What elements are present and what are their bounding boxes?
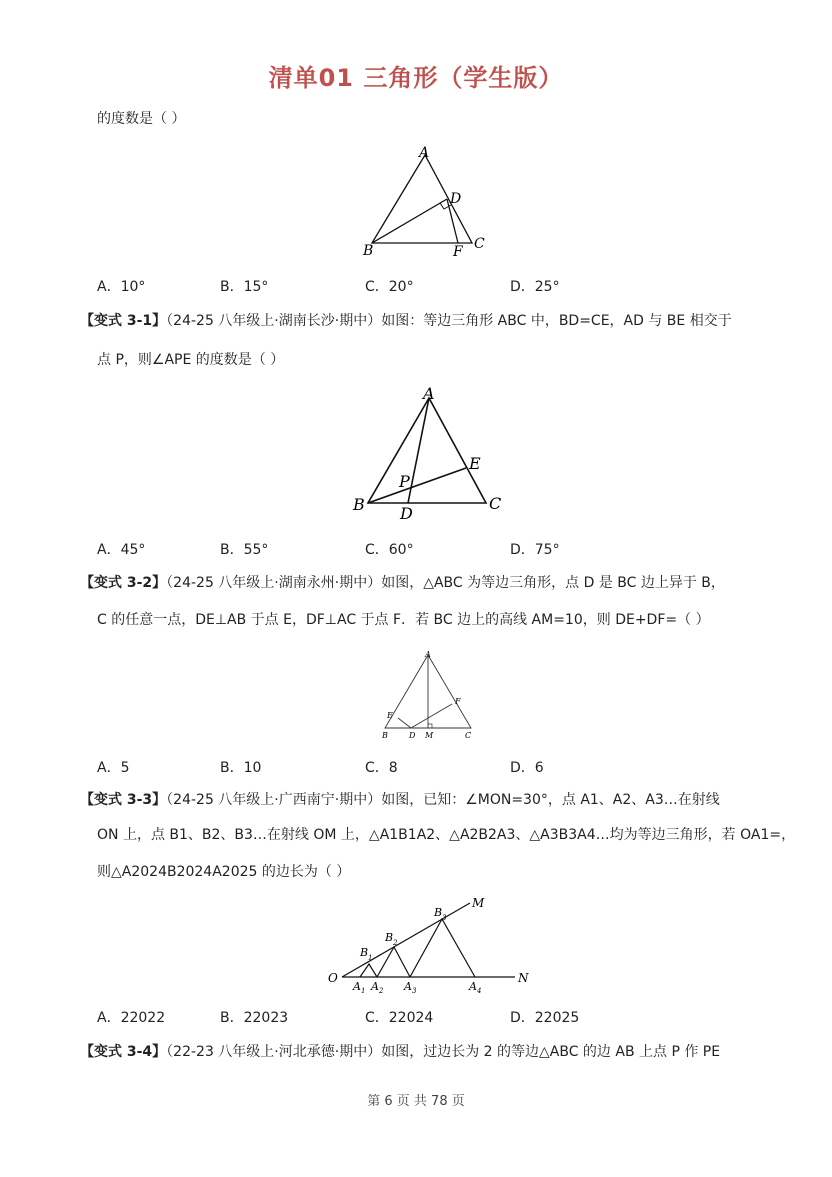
option-a[interactable]: A．10°	[97, 279, 146, 295]
label-f: F	[453, 244, 463, 260]
option-c[interactable]: C．22024	[365, 1010, 434, 1026]
label-o: O	[328, 971, 338, 985]
answer-options	[97, 757, 777, 777]
page-footer: 第 6 页 共 78 页	[367, 1094, 465, 1109]
figure-rays-equilateral-chain	[320, 893, 540, 998]
question-tag: 【变式 3-2】	[80, 575, 167, 591]
page-title: 清单01 三角形（学生版）	[268, 64, 564, 92]
question-tag: 【变式 3-4】	[80, 1044, 167, 1060]
question-3-2-line1: 【变式 3-2】（24-25 八年级上·湖南永州·期中）如图，△ABC 为等边三角形，点 D 是 BC 边上异于 B，	[80, 575, 725, 591]
question-3-3-line3: 则△A2024B2024A2025 的边长为（ ）	[97, 864, 351, 880]
label-b: B	[353, 495, 365, 514]
option-a[interactable]: A．5	[97, 760, 130, 776]
figure-equilateral-bd-ce	[345, 380, 515, 525]
option-b[interactable]: B．10	[220, 760, 262, 776]
label-a: A	[419, 145, 430, 161]
option-a[interactable]: A．45°	[97, 542, 146, 558]
label-a1: A	[353, 980, 361, 993]
option-b[interactable]: B．15°	[220, 279, 269, 295]
label-d: D	[409, 731, 416, 740]
label-b: B	[382, 731, 388, 740]
question-3-3-line1: 【变式 3-3】（24-25 八年级上·广西南宁·期中）如图，已知：∠MON=30°，点 A1、A2、A3…在射线	[80, 792, 720, 808]
svg-text:3: 3	[412, 987, 417, 995]
question-3-1-line1: 【变式 3-1】（24-25 八年级上·湖南长沙·期中）如图：等边三角形 ABC 中，BD=CE，AD 与 BE 相交于	[80, 313, 732, 329]
question-3-3-line2: ON 上，点 B1、B2、B3…在射线 OM 上，△A1B1A2、△A2B2A3、△A3B3A4…均为等边三角形，若 OA1=，	[97, 827, 796, 843]
label-b2: B	[385, 931, 394, 944]
label-p: P	[399, 472, 410, 491]
label-n: N	[518, 971, 529, 985]
option-d[interactable]: D．75°	[510, 542, 560, 558]
figure-equilateral-altitude-am	[375, 645, 485, 745]
question-text: 的度数是（ ）	[97, 111, 186, 127]
question-tag: 【变式 3-1】	[80, 313, 167, 329]
label-a3: A	[404, 980, 412, 993]
option-d[interactable]: D．25°	[510, 279, 560, 295]
option-b[interactable]: B．55°	[220, 542, 269, 558]
option-c[interactable]: C．60°	[365, 542, 414, 558]
label-a4: A	[469, 980, 477, 993]
answer-options	[97, 276, 777, 296]
option-a[interactable]: A．22022	[97, 1010, 166, 1026]
option-d[interactable]: D．22025	[510, 1010, 580, 1026]
label-c: C	[474, 236, 485, 252]
question-tag: 【变式 3-3】	[80, 792, 167, 808]
svg-text:2: 2	[393, 939, 398, 947]
svg-text:2: 2	[379, 987, 384, 995]
label-m: M	[472, 896, 485, 910]
label-a: A	[423, 384, 435, 403]
option-d[interactable]: D．6	[510, 760, 544, 776]
label-a2: A	[371, 980, 379, 993]
question-3-1-line2: 点 P，则∠APE 的度数是（ ）	[97, 352, 285, 368]
label-b3: B	[434, 906, 443, 919]
question-3-2-line2: C 的任意一点，DE⊥AB 于点 E，DF⊥AC 于点 F．若 BC 边上的高线 AM=10，则 DE+DF=（ ）	[97, 612, 710, 628]
option-c[interactable]: C．20°	[365, 279, 414, 295]
question-3-4-line1: 【变式 3-4】（22-23 八年级上·河北承德·期中）如图，过边长为 2 的等边△ABC 的边 AB 上点 P 作 PE	[80, 1044, 721, 1060]
svg-text:1: 1	[368, 954, 373, 962]
answer-options	[97, 539, 777, 559]
label-a: A	[425, 650, 431, 659]
answer-options	[97, 1007, 777, 1027]
label-b: B	[363, 243, 374, 259]
option-b[interactable]: B．22023	[220, 1010, 289, 1026]
label-c: C	[489, 494, 502, 513]
label-c: C	[465, 731, 472, 740]
label-e: E	[469, 454, 481, 473]
label-m: M	[425, 731, 434, 740]
label-f: F	[455, 697, 461, 706]
label-e: E	[387, 711, 393, 720]
figure-triangle-abc-altitude	[360, 140, 500, 265]
svg-text:3: 3	[442, 914, 447, 922]
label-b1: B	[360, 946, 369, 959]
label-d: D	[450, 191, 462, 207]
svg-text:1: 1	[361, 987, 366, 995]
svg-text:4: 4	[477, 987, 482, 995]
label-d: D	[400, 504, 413, 523]
option-c[interactable]: C．8	[365, 760, 398, 776]
